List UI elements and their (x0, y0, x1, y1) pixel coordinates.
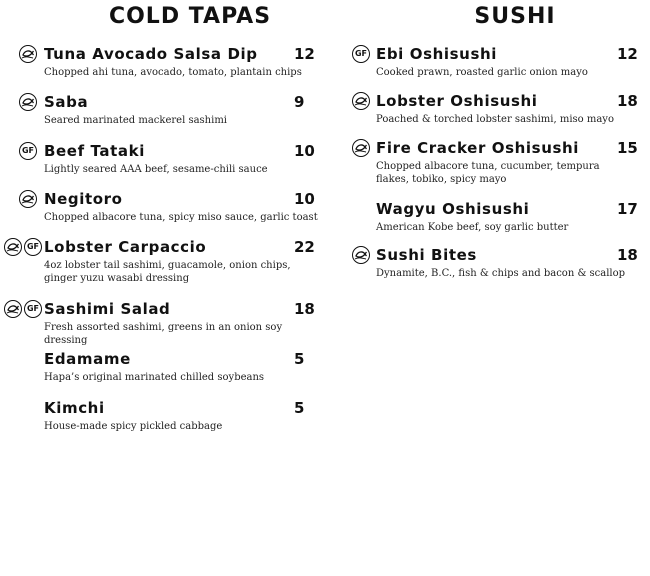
item-description: House-made spicy pickled cabbage (44, 421, 223, 432)
gluten-free-icon: GF (352, 45, 370, 63)
item-price: 17 (617, 200, 638, 218)
ocean-wise-icon (4, 300, 22, 318)
section-title-sushi: SUSHI (474, 4, 556, 29)
item-description: Seared marinated mackerel sashimi (44, 115, 227, 126)
item-description: Chopped ahi tuna, avocado, tomato, plantain chips (44, 67, 302, 78)
item-name: Lobster Carpaccio (44, 238, 207, 256)
item-description: Dynamite, B.C., fish & chips and bacon & scallop (376, 268, 626, 279)
item-price: 5 (294, 350, 305, 368)
item-name: Sushi Bites (376, 246, 477, 264)
item-name: Kimchi (44, 399, 105, 417)
item-description: Chopped albacore tuna, cucumber, tempura flakes, tobiko, spicy mayo (376, 161, 600, 185)
ocean-wise-icon (352, 139, 370, 157)
item-description: American Kobe beef, soy garlic butter (376, 222, 569, 233)
item-price: 15 (617, 139, 638, 157)
item-price: 18 (294, 300, 315, 318)
item-price: 18 (617, 92, 638, 110)
gluten-free-icon: GF (24, 300, 42, 318)
item-name: Negitoro (44, 190, 123, 208)
item-name: Saba (44, 93, 89, 111)
item-description: Cooked prawn, roasted garlic onion mayo (376, 67, 588, 78)
item-name: Wagyu Oshisushi (376, 200, 530, 218)
item-price: 9 (294, 93, 305, 111)
item-description: Lightly seared AAA beef, sesame-chili sauce (44, 164, 268, 175)
item-description: Hapa’s original marinated chilled soybeans (44, 372, 265, 383)
item-name: Lobster Oshisushi (376, 92, 538, 110)
item-description: 4oz lobster tail sashimi, guacamole, onion chips, ginger yuzu wasabi dressing (44, 260, 291, 284)
item-name: Edamame (44, 350, 131, 368)
ocean-wise-icon (352, 92, 370, 110)
item-name: Fire Cracker Oshisushi (376, 139, 580, 157)
item-description: Poached & torched lobster sashimi, miso mayo (376, 114, 614, 125)
section-title-cold-tapas: COLD TAPAS (108, 4, 272, 29)
item-name: Ebi Oshisushi (376, 45, 498, 63)
ocean-wise-icon (4, 238, 22, 256)
item-description: Fresh assorted sashimi, greens in an onion soy dressing (44, 322, 283, 346)
item-name: Sashimi Salad (44, 300, 171, 318)
ocean-wise-icon (19, 93, 37, 111)
gluten-free-icon: GF (24, 238, 42, 256)
item-price: 10 (294, 190, 315, 208)
item-price: 18 (617, 246, 638, 264)
item-name: Tuna Avocado Salsa Dip (44, 45, 258, 63)
item-description: Chopped albacore tuna, spicy miso sauce, garlic toast (44, 212, 318, 223)
item-price: 22 (294, 238, 315, 256)
ocean-wise-icon (19, 45, 37, 63)
item-price: 10 (294, 142, 315, 160)
ocean-wise-icon (352, 246, 370, 264)
gluten-free-icon: GF (19, 142, 37, 160)
item-price: 12 (617, 45, 638, 63)
item-price: 12 (294, 45, 315, 63)
item-name: Beef Tataki (44, 142, 145, 160)
ocean-wise-icon (19, 190, 37, 208)
item-price: 5 (294, 399, 305, 417)
